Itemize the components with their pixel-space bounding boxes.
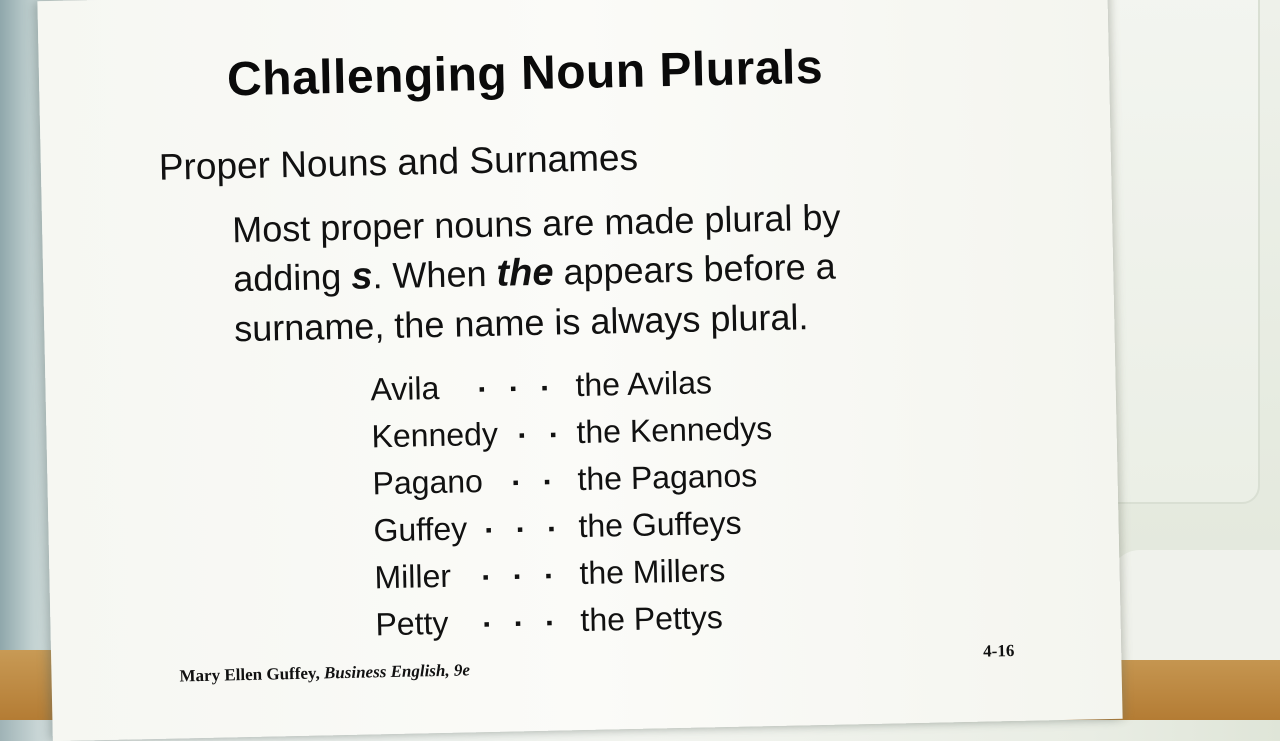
slide-paper [37, 0, 1122, 741]
rule-paragraph [232, 190, 955, 353]
example-row [374, 549, 855, 599]
paragraph-text-3: appears before a surname, the name is always plural. [233, 245, 837, 350]
example-row [375, 596, 856, 646]
example-name: Avila [370, 369, 440, 408]
page-number: 4-16 [982, 640, 1015, 661]
emphasis-the: the [496, 251, 554, 295]
footer-book: Business English, 9e [323, 660, 471, 683]
example-dots: ▪ ▪ ▪ [482, 565, 562, 588]
paragraph-text-1: Most proper nouns are made plural by adding [231, 196, 841, 300]
example-dots: ▪ ▪ ▪ [485, 518, 565, 541]
example-dots: ▪ ▪ [512, 471, 561, 493]
footer-author: Mary Ellen Guffey, [179, 663, 325, 686]
example-dots: ▪ ▪ [518, 424, 567, 446]
example-row [373, 502, 854, 552]
example-name: Kennedy [371, 415, 499, 455]
background-bottom-right [1110, 550, 1280, 660]
example-plural: the Guffeys [578, 504, 742, 545]
example-row [371, 408, 852, 458]
footer-citation [179, 660, 470, 686]
slide-title: Challenging Noun Plurals [226, 40, 824, 107]
example-plural: the Pettys [580, 599, 724, 639]
example-name: Miller [374, 557, 452, 596]
slide-subtitle: Proper Nouns and Surnames [158, 136, 639, 188]
paragraph-text-2: . When [372, 252, 497, 297]
example-dots: ▪ ▪ ▪ [478, 377, 558, 400]
example-plural: the Avilas [575, 364, 713, 404]
example-name: Pagano [372, 463, 484, 502]
example-dots: ▪ ▪ ▪ [483, 612, 563, 635]
example-plural: the Millers [579, 552, 726, 592]
example-plural: the Kennedys [576, 409, 773, 451]
example-plural: the Paganos [577, 457, 758, 498]
example-name: Petty [375, 604, 449, 643]
example-row [370, 361, 851, 411]
example-row [372, 455, 853, 505]
example-name: Guffey [373, 510, 468, 549]
emphasis-s: s [350, 255, 373, 298]
